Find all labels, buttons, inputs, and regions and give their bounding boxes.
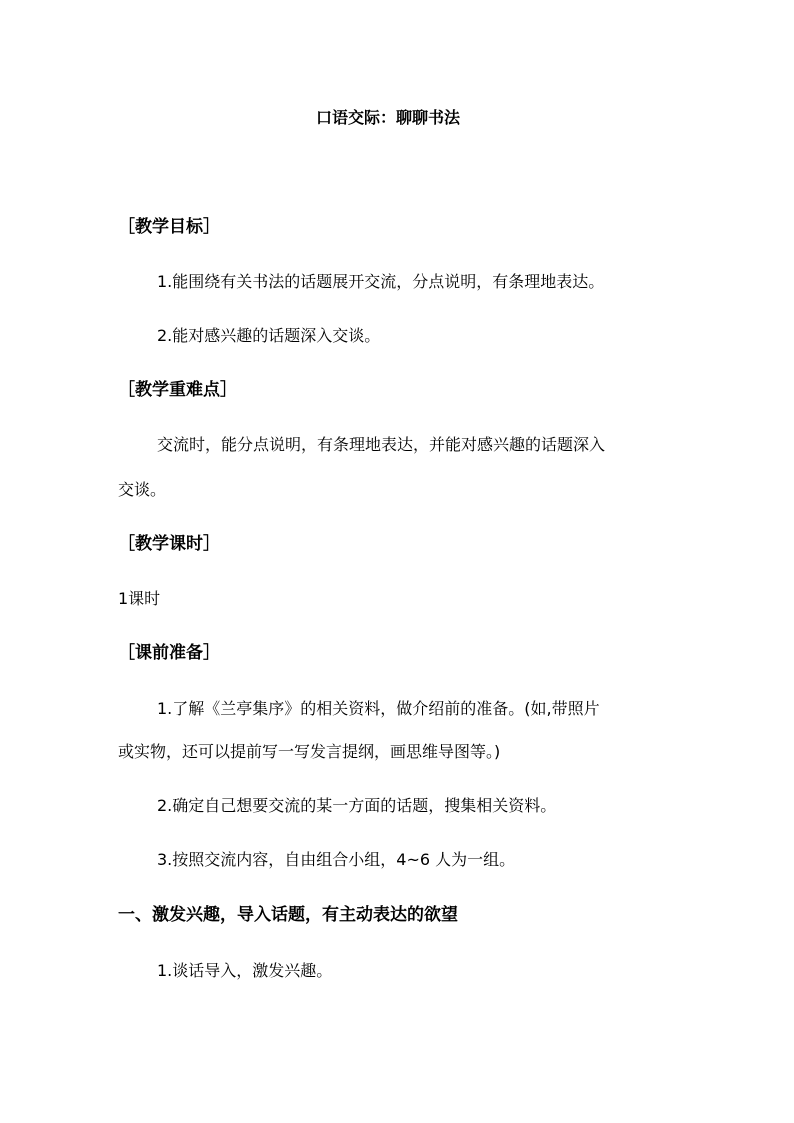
section-heading-objectives: ［教学目标］: [118, 217, 220, 237]
paragraph: 交流时，能分点说明，有条理地表达，并能对感兴趣的话题深入: [157, 435, 606, 454]
section-heading-preparation: ［课前准备］: [118, 643, 220, 663]
paragraph: 2.确定自己想要交流的某一方面的话题，搜集相关资料。: [157, 796, 557, 815]
paragraph: 2.能对感兴趣的话题深入交谈。: [157, 326, 381, 345]
paragraph: 3.按照交流内容，自由组合小组，4~6 人为一组。: [157, 850, 516, 869]
paragraph: 1.了解《兰亭集序》的相关资料，做介绍前的准备。(如,带照片: [157, 699, 600, 718]
section-heading-class-hours: ［教学课时］: [118, 534, 220, 554]
section-heading-key-points: ［教学重难点］: [118, 380, 237, 400]
section-heading-part-one: 一、激发兴趣，导入话题，有主动表达的欲望: [118, 905, 458, 925]
paragraph: 1.谈话导入，激发兴趣。: [157, 961, 333, 980]
paragraph: 1课时: [118, 589, 161, 608]
paragraph-continuation: 交谈。: [118, 480, 167, 499]
paragraph-continuation: 或实物，还可以提前写一写发言提纲，画思维导图等。): [118, 742, 501, 761]
paragraph: 1.能围绕有关书法的话题展开交流，分点说明，有条理地表达。: [157, 272, 605, 291]
page-title: 口语交际：聊聊书法: [316, 108, 461, 127]
